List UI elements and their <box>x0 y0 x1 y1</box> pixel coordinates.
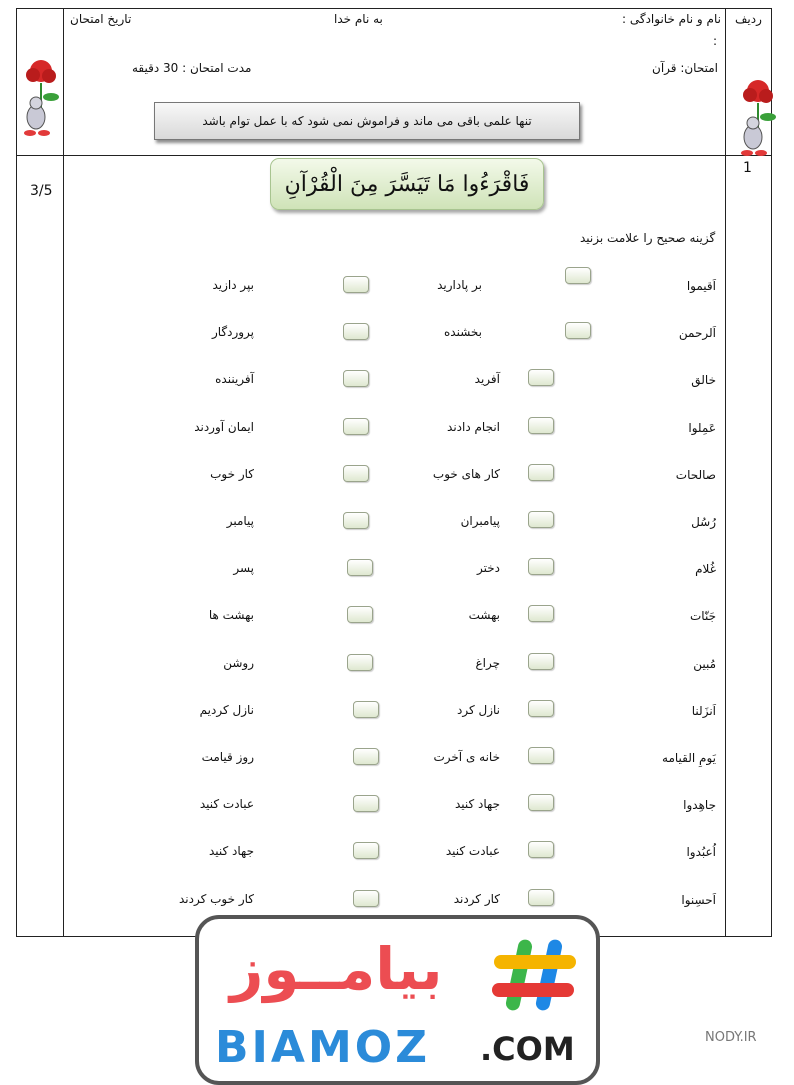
question-word: اَلرحمن <box>678 326 716 340</box>
option-b-checkbox[interactable] <box>343 512 369 529</box>
name-label: نام و نام خانوادگی : <box>622 12 721 26</box>
option-b-checkbox[interactable] <box>343 418 369 435</box>
question-word: مُبین <box>693 657 716 671</box>
option-b-checkbox[interactable] <box>353 748 379 765</box>
watermark: NODY.IR <box>705 1030 757 1045</box>
option-b-label: بهشت ها <box>208 608 254 622</box>
option-a-label: انجام دادند <box>447 420 500 434</box>
option-a-label: چراغ <box>475 656 500 670</box>
option-a-checkbox[interactable] <box>528 558 554 575</box>
question-word: اُعبُدوا <box>686 845 716 859</box>
logo-com-text: .COM <box>480 1030 575 1068</box>
question-word: عَمِلوا <box>688 421 716 435</box>
question-word: غُلام <box>695 562 716 576</box>
option-a-checkbox[interactable] <box>528 369 554 386</box>
option-a-checkbox[interactable] <box>565 267 591 284</box>
option-b-checkbox[interactable] <box>353 890 379 907</box>
option-a-checkbox[interactable] <box>528 700 554 717</box>
name-colon: : <box>713 34 718 48</box>
option-b-label: نازل کردیم <box>199 703 254 717</box>
option-a-checkbox[interactable] <box>528 605 554 622</box>
option-b-label: روز قیامت <box>201 750 254 764</box>
option-a-label: پیامبران <box>460 514 500 528</box>
exam-subject: امتحان: قرآن <box>652 61 718 75</box>
question-word: صالحات <box>675 468 716 482</box>
option-b-checkbox[interactable] <box>347 654 373 671</box>
question-word: یَومِ القیامه <box>662 751 716 765</box>
option-a-checkbox[interactable] <box>528 889 554 906</box>
option-b-checkbox[interactable] <box>343 465 369 482</box>
option-a-label: آفرید <box>474 372 500 386</box>
option-b-label: ایمان آوردند <box>194 420 254 434</box>
page-frame <box>16 8 772 937</box>
option-b-checkbox[interactable] <box>343 276 369 293</box>
option-b-label: کار خوب کردند <box>178 892 254 906</box>
option-b-checkbox[interactable] <box>343 323 369 340</box>
option-a-label: کار کردند <box>453 892 500 906</box>
question-word: اَحسِنوا <box>681 893 716 907</box>
instruction: گزینه صحیح را علامت بزنید <box>580 231 716 245</box>
option-b-label: عبادت کنید <box>199 797 254 811</box>
question-word: اَنزَلنا <box>691 704 716 718</box>
option-a-checkbox[interactable] <box>528 417 554 434</box>
option-b-label: آفریننده <box>215 372 254 386</box>
question-word: رُسُل <box>691 515 716 529</box>
option-a-checkbox[interactable] <box>528 464 554 481</box>
question-word: اَقیموا <box>686 279 716 293</box>
row-number: 1 <box>743 160 752 176</box>
flower-mouse-right-icon <box>735 75 781 159</box>
option-b-label: کار خوب <box>210 467 254 481</box>
bismillah: به نام خدا <box>334 12 383 26</box>
exam-date-label: تاریخ امتحان <box>70 12 132 26</box>
option-a-label: عبادت کنید <box>445 844 500 858</box>
option-a-label: نازل کرد <box>456 703 500 717</box>
question-word: جَنّات <box>690 609 716 623</box>
option-a-label: بهشت <box>468 608 500 622</box>
option-a-checkbox[interactable] <box>528 841 554 858</box>
logo-english-text: BIAMOZ <box>215 1022 431 1073</box>
quran-verse-banner <box>270 158 544 210</box>
question-word: جاهِدوا <box>683 798 716 812</box>
motto-text: تنها علمی باقی می ماند و فراموش نمی شود که با عمل توام باشد <box>202 114 532 128</box>
option-a-label: کار های خوب <box>432 467 500 481</box>
header-divider <box>16 155 772 156</box>
option-b-label: روشن <box>223 656 254 670</box>
option-b-checkbox[interactable] <box>347 606 373 623</box>
quran-verse: فَاقْرَءُوا مَا تَيَسَّرَ مِنَ الْقُرْآنِ <box>284 171 530 197</box>
option-a-checkbox[interactable] <box>528 747 554 764</box>
option-b-label: جهاد کنید <box>208 844 254 858</box>
option-a-checkbox[interactable] <box>528 511 554 528</box>
option-a-checkbox[interactable] <box>565 322 591 339</box>
option-b-checkbox[interactable] <box>353 795 379 812</box>
score: 3/5 <box>30 183 53 199</box>
hashtag-logo-icon <box>490 935 580 1015</box>
option-b-checkbox[interactable] <box>347 559 373 576</box>
option-b-checkbox[interactable] <box>343 370 369 387</box>
option-b-checkbox[interactable] <box>353 842 379 859</box>
option-a-label: بر پادارید <box>437 278 482 292</box>
option-b-label: پیامبر <box>226 514 254 528</box>
flower-mouse-left-icon <box>18 55 64 139</box>
motto-banner <box>154 102 580 140</box>
option-b-label: پسر <box>233 561 254 575</box>
option-a-label: دختر <box>476 561 500 575</box>
question-word: خالق <box>691 373 716 387</box>
option-b-checkbox[interactable] <box>353 701 379 718</box>
option-a-checkbox[interactable] <box>528 794 554 811</box>
option-a-label: خانه ی آخرت <box>433 750 500 764</box>
option-b-label: بپر دازید <box>212 278 254 292</box>
option-a-label: جهاد کنید <box>454 797 500 811</box>
option-a-label: بخشنده <box>444 325 482 339</box>
score-column-divider <box>63 8 64 937</box>
logo-persian-text: بیامــوز <box>230 935 443 1003</box>
radif-column-divider <box>725 8 726 937</box>
option-a-checkbox[interactable] <box>528 653 554 670</box>
option-b-label: پروردگار <box>211 325 254 339</box>
radif-header: ردیف <box>735 12 762 26</box>
exam-duration: مدت امتحان : 30 دقیقه <box>132 61 252 75</box>
